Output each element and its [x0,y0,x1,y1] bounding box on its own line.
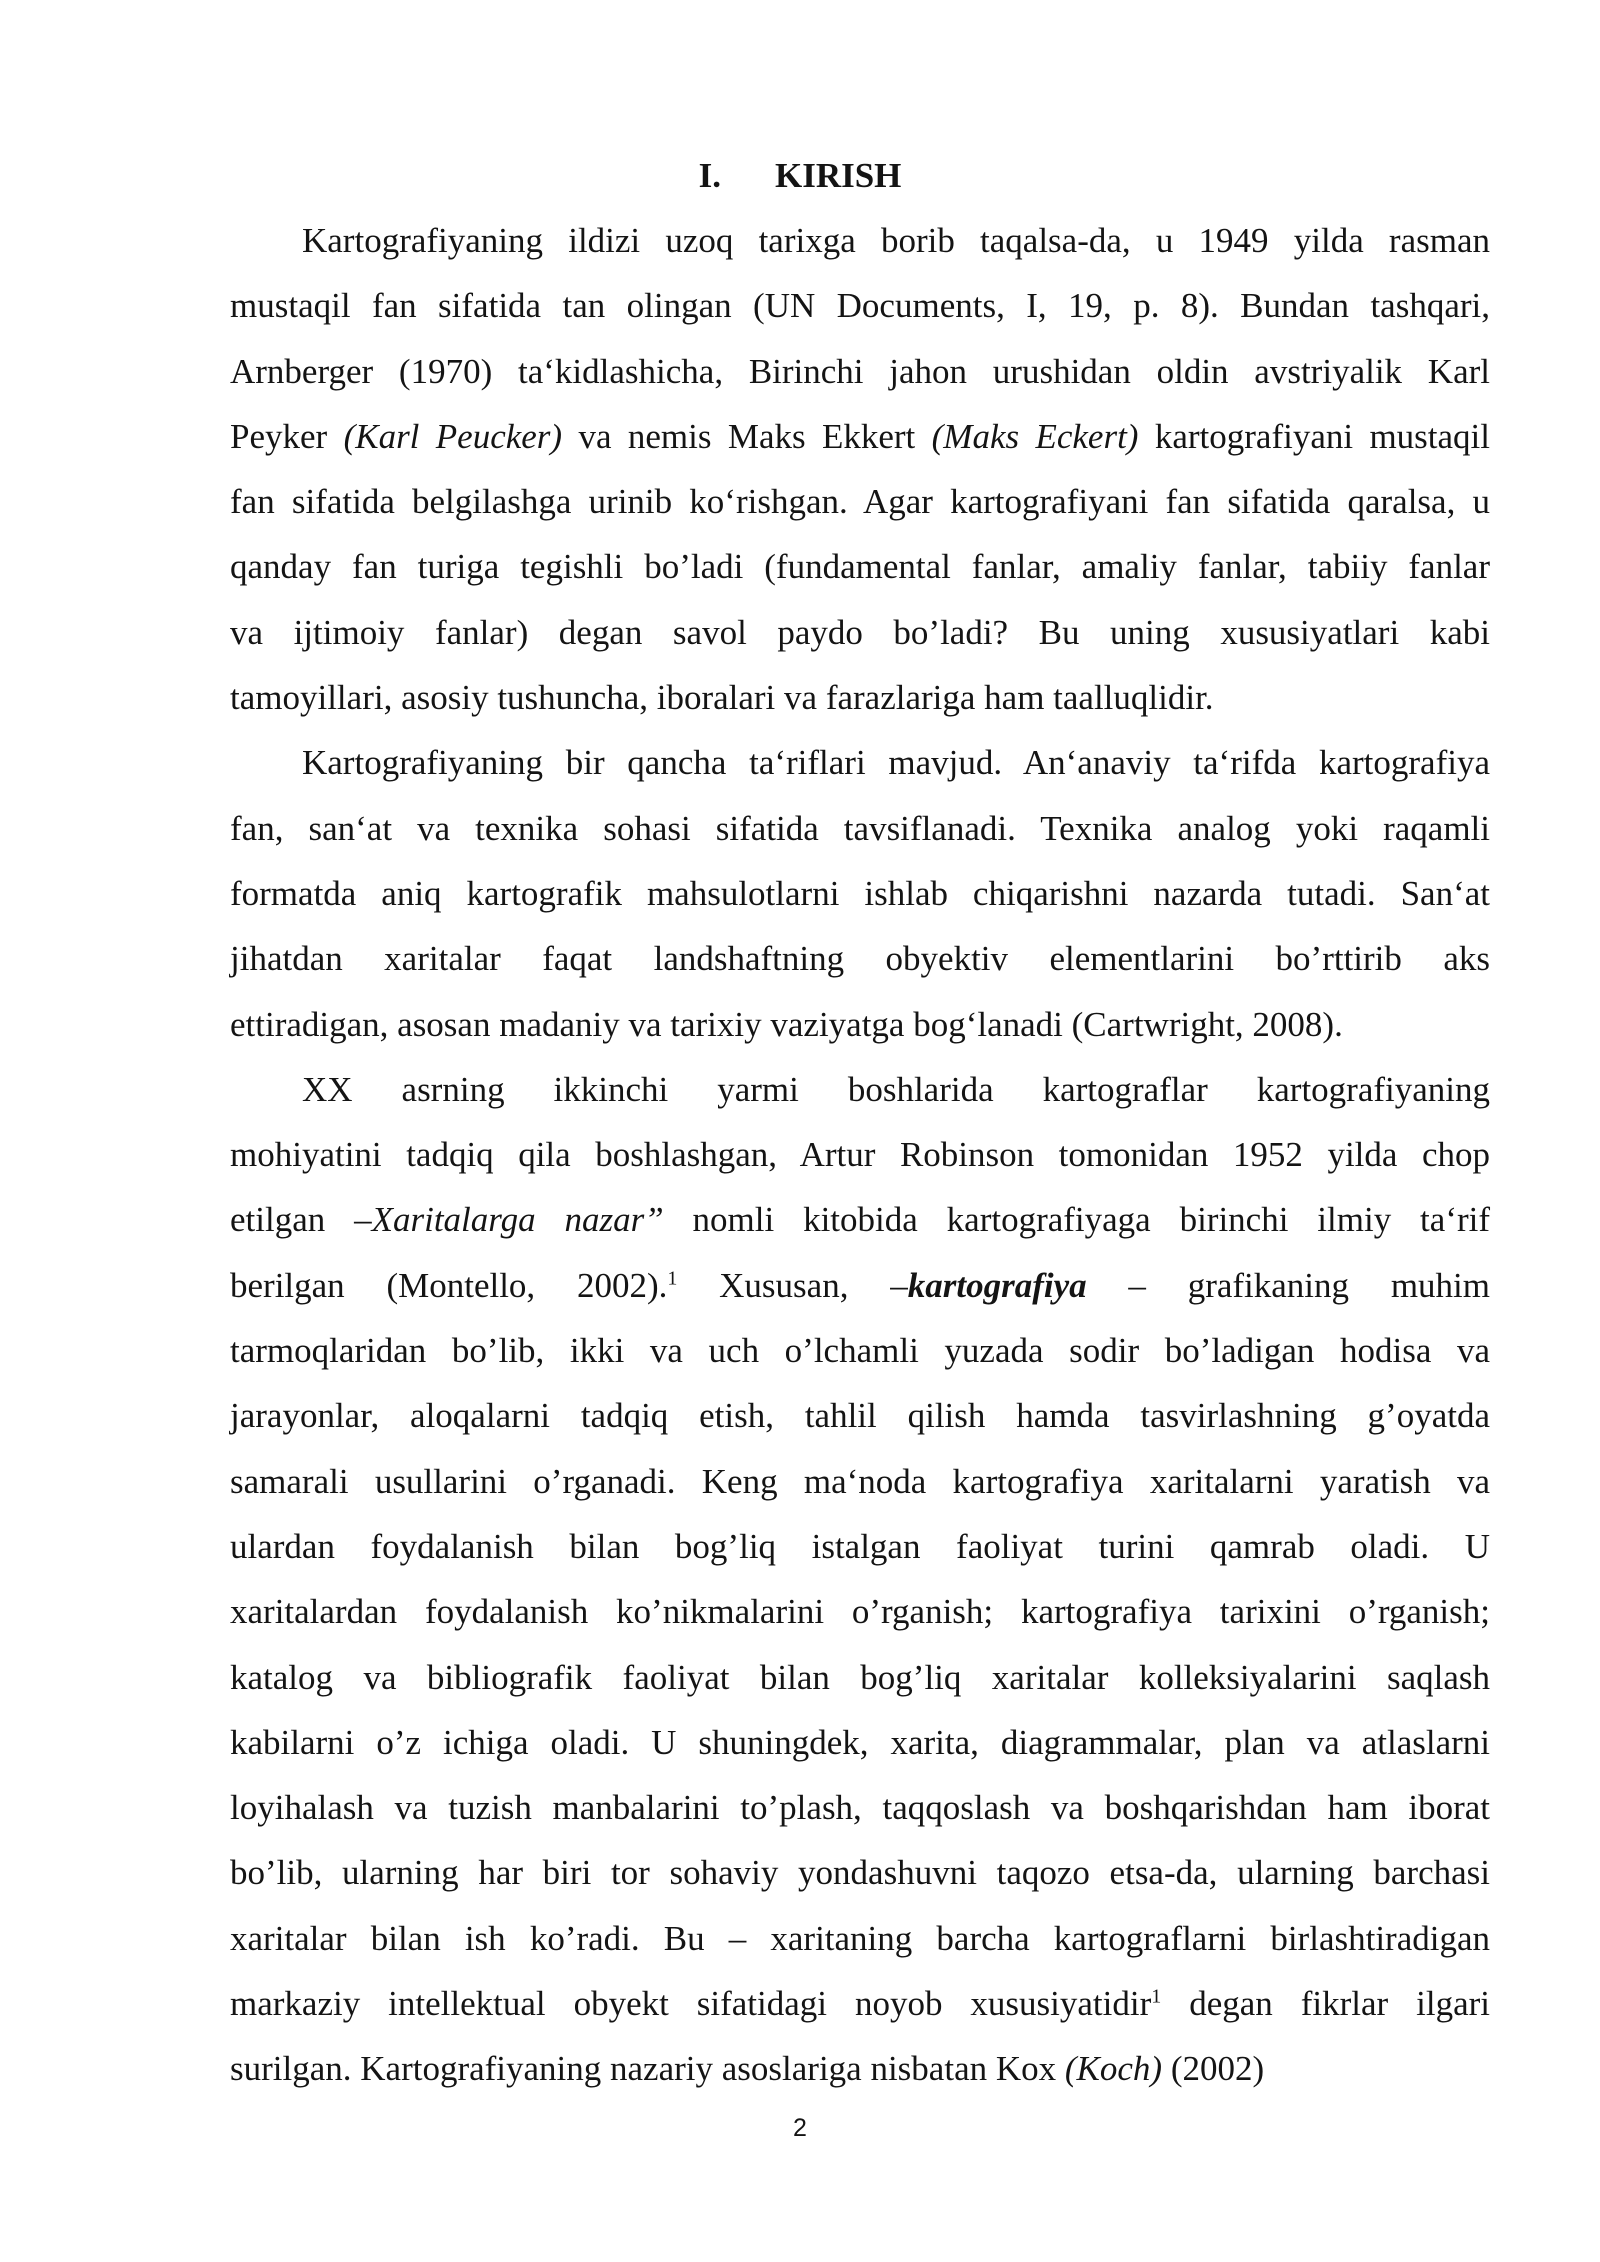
text-line: samarali usullarini o’rganadi. Keng maʻnoda kartografiya xaritalarni yaratish va [230,1461,1490,1501]
italic-term: (Maks Eckert) [931,416,1139,456]
text-line: xaritalardan foydalanish ko’nikmalarini o’rganish; kartografiya tarixini o’rganish; [230,1592,1490,1632]
section-heading [0,148,1600,204]
paragraph [230,1057,1490,2102]
text-line: surilgan. Kartografiyaning nazariy asoslariga nisbatan Kox (Koch) (2002) [230,2049,1265,2089]
section-number: I. [698,156,721,195]
footnote-marker: 1 [667,1267,678,1290]
italic-term: (Karl Peucker) [343,416,563,456]
italic-title: –Xaritalarga nazar” [354,1200,664,1240]
text-line: Kartografiyaning ildizi uzoq tarixga borib taqalsa-da, u 1949 yilda rasman [302,221,1490,260]
text-line: tamoyillari, asosiy tushuncha, iboralari va farazlariga ham taalluqlidir. [230,678,1214,718]
text-line: Kartografiyaning bir qancha taʻriflari mavjud. Anʻanaviy taʻrifda kartografiya [302,743,1490,783]
bold-italic-term: kartografiya [907,1265,1087,1305]
text-line: xaritalar bilan ish ko’radi. Bu – xaritaning barcha kartograflarni birlashtiradigan [230,1918,1490,1958]
paragraph [230,730,1490,1056]
italic-term: (Koch) [1064,2049,1163,2089]
text-line: ulardan foydalanish bilan bog’liq istalgan faoliyat turini qamrab oladi. U [230,1526,1490,1566]
text-line: markaziy intellektual obyekt sifatidagi noyob xususiyatidir$^1$ degan fikrlar ilgari [230,1984,1490,2024]
text-line: bo’lib, ularning har biri tor sohaviy yondashuvni taqozo etsa-da, ularning barchasi [230,1853,1490,1893]
text-line: tarmoqlaridan bo’lib, ikki va uch o’lchamli yuzada sodir bo’ladigan hodisa va [230,1331,1490,1371]
text-line: qanday fan turiga tegishli bo’ladi (fundamental fanlar, amaliy fanlar, tabiiy fanlar [230,547,1490,587]
paragraph [230,208,1490,730]
text-line: loyihalash va tuzish manbalarini to’plash, taqqoslash va boshqarishdan ham iborat [230,1788,1490,1828]
text-line: XX asrning ikkinchi yarmi boshlarida kartograflar kartografiyaning [302,1069,1490,1109]
text-line: mohiyatini tadqiq qila boshlashgan, Artur Robinson tomonidan 1952 yilda chop [230,1135,1490,1175]
text-line: Peyker (Karl Peucker) va nemis Maks Ekkert (Maks Eckert) kartografiyani mustaqil [230,416,1491,456]
text-line: jihatdan xaritalar faqat landshaftning obyektiv elementlarini bo’rttirib aks [230,939,1490,979]
text-line: katalog va bibliografik faoliyat bilan bog’liq xaritalar kolleksiyalarini saqlash [230,1657,1490,1697]
footnote-marker: 1 [1151,1985,1162,2008]
body-text [230,208,1490,2102]
text-line: mustaqil fan sifatida tan olingan (UN Documents, I, 19, p. 8). Bundan tashqari, [230,286,1490,326]
text-line: etilgan –Xaritalarga nazar” nomli kitobida kartografiyaga birinchi ilmiy taʻrif [230,1200,1491,1240]
text-line: jarayonlar, aloqalarni tadqiq etish, tahlil qilish hamda tasvirlashning g’oyatda [230,1396,1490,1436]
text-line: ettiradigan, asosan madaniy va tarixiy vaziyatga bogʻlanadi (Cartwright, 2008). [230,1004,1343,1044]
text-line: va ijtimoiy fanlar) degan savol paydo bo’ladi? Bu uning xususiyatlari kabi [230,612,1490,652]
text-line: fan sifatida belgilashga urinib koʻrishgan. Agar kartografiyani fan sifatida qaralsa, u [230,482,1490,522]
text-line: Arnberger (1970) taʻkidlashicha, Birinchi jahon urushidan oldin avstriyalik Karl [230,351,1490,391]
text-line: kabilarni o’z ichiga oladi. U shuningdek, xarita, diagrammalar, plan va atlaslarni [230,1722,1490,1762]
text-line: formatda aniq kartografik mahsulotlarni ishlab chiqarishni nazarda tutadi. Sanʻat [230,873,1490,913]
section-title: KIRISH [774,156,902,195]
text-line: berilgan (Montello, 2002).$^1$ Xususan, –kartografiya – grafikaning muhim [230,1265,1490,1305]
page-number: 2 [793,2114,807,2142]
text-line: fan, sanʻat va texnika sohasi sifatida tavsiflanadi. Texnika analog yoki raqamli [230,808,1490,848]
